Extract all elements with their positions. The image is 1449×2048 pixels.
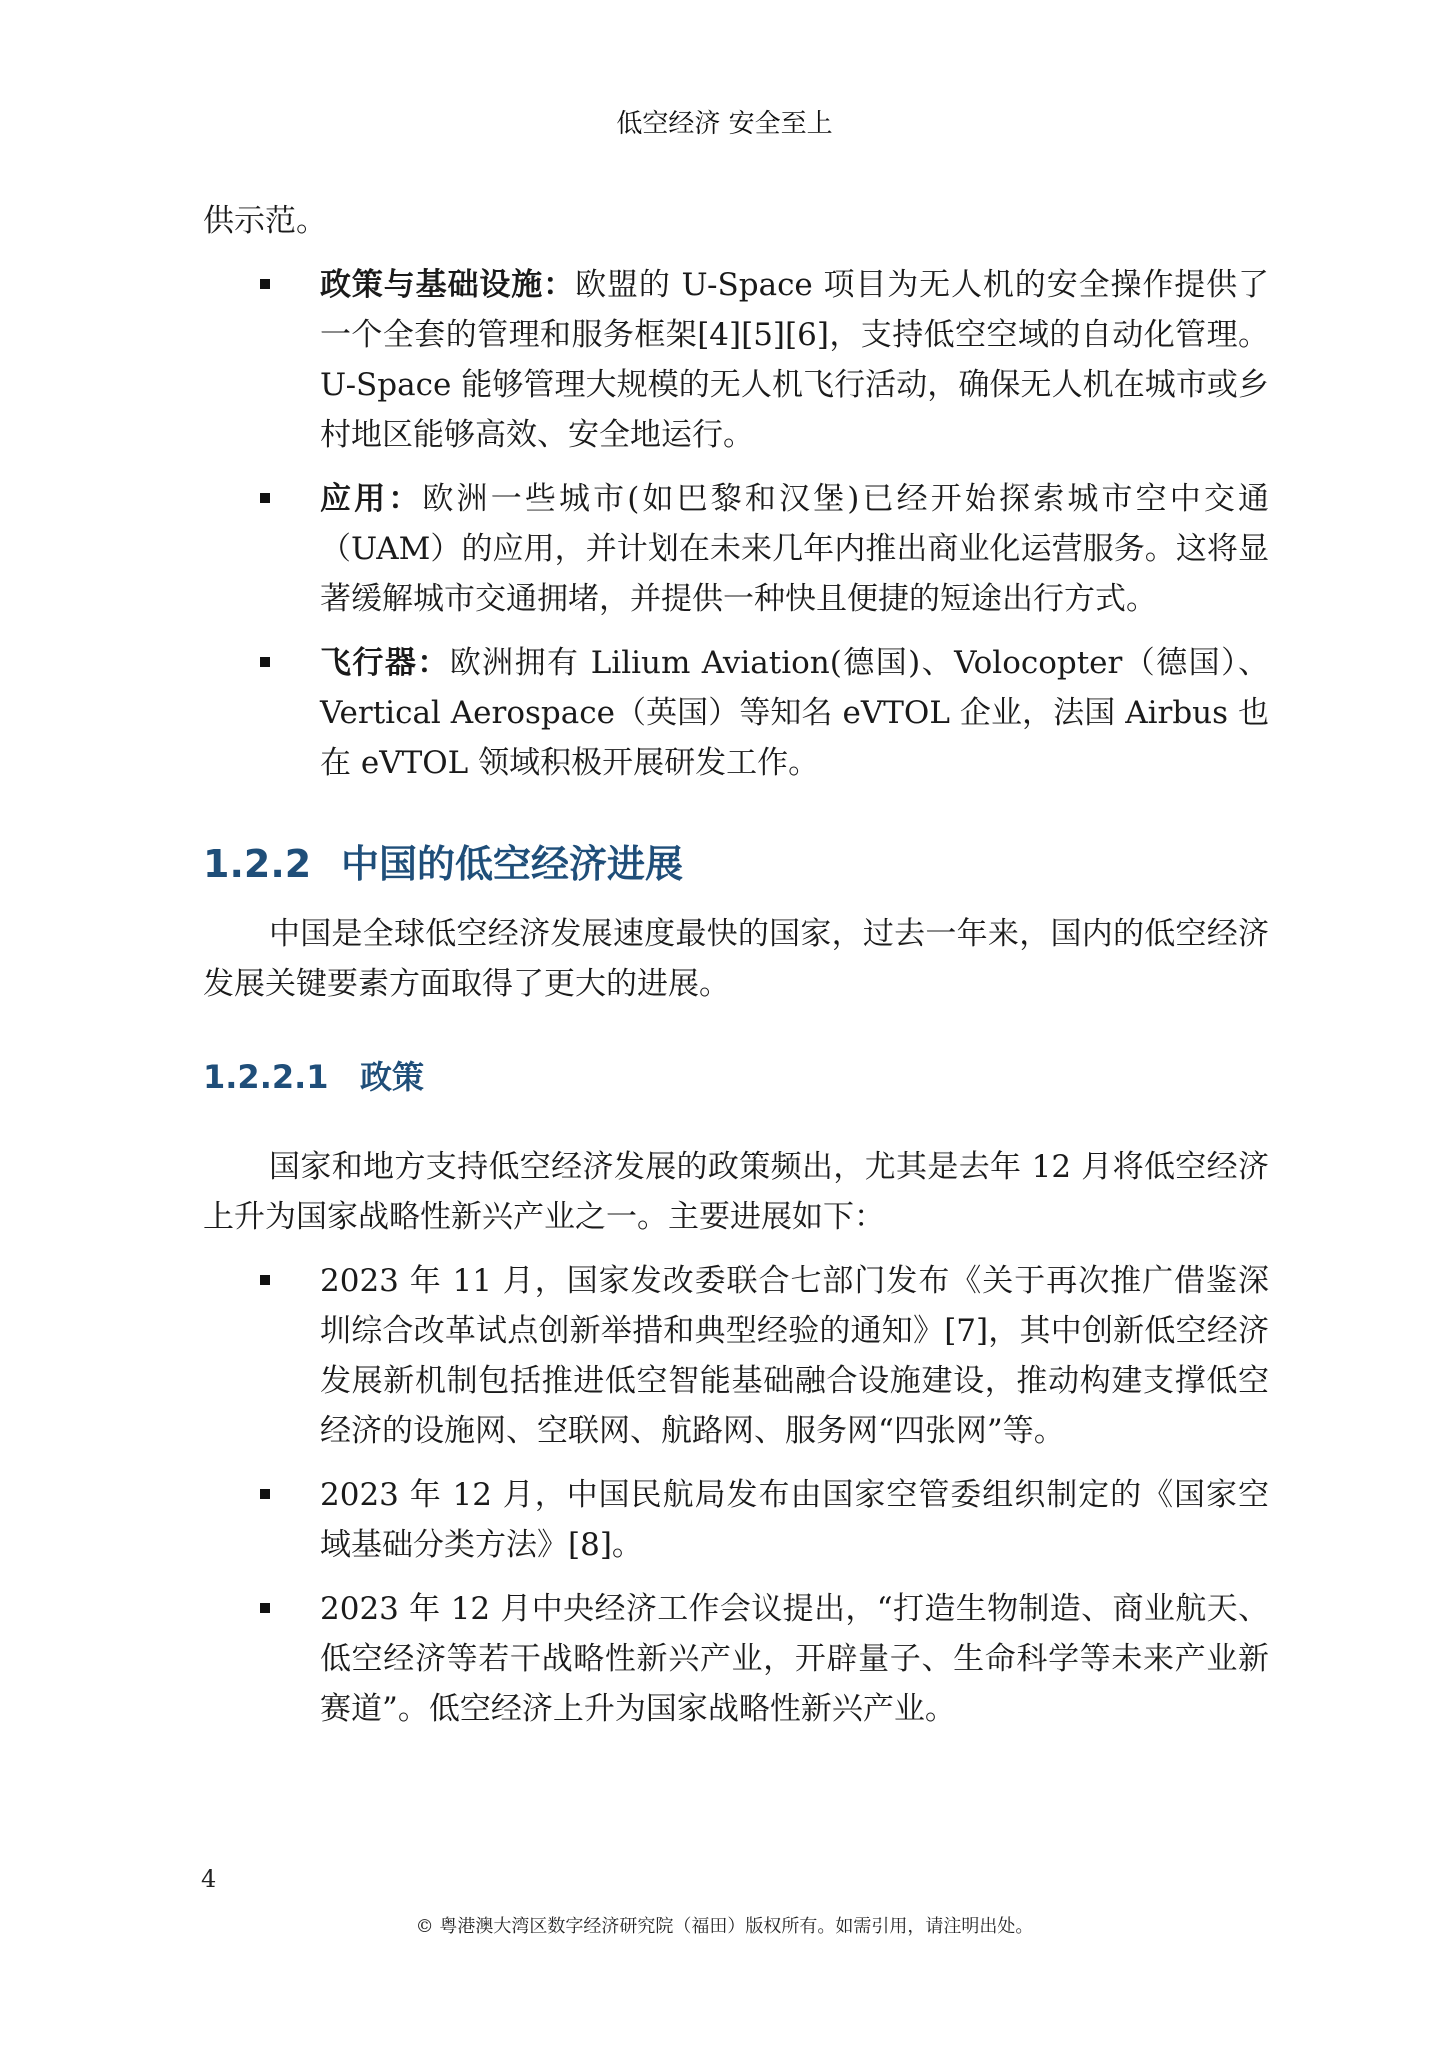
eu-list [203, 260, 1269, 788]
item-text: 欧盟的 U-Space 项目为无人机的安全操作提供了一个全套的管理和服务框架[4][5][6]，支持低空空域的自动化管理。U-Space 能够管理大规模的无人机飞行活动，确保无人机在城市或乡村地区能够高效、安全地运行。 [320, 267, 1269, 453]
page-number: 4 [201, 1865, 217, 1893]
list-item [203, 1470, 1269, 1570]
page-body [203, 196, 1269, 1734]
item-lead: 政策与基础设施： [320, 267, 576, 303]
list-item [203, 1256, 1269, 1456]
bullet-icon [260, 1275, 270, 1285]
item-lead: 飞行器： [320, 645, 450, 681]
item-text: 2023 年 12 月，中国民航局发布由国家空管委组织制定的《国家空域基础分类方法》[8]。 [320, 1477, 1269, 1563]
list-item [203, 1584, 1269, 1734]
policy-list [203, 1256, 1269, 1734]
section-number: 1.2.2 [203, 842, 312, 886]
bullet-icon [260, 1489, 270, 1499]
list-item [203, 260, 1269, 460]
bullet-icon [260, 657, 270, 667]
bullet-icon [260, 1603, 270, 1613]
policy-intro: 国家和地方支持低空经济发展的政策频出，尤其是去年 12 月将低空经济上升为国家战略性新兴产业之一。主要进展如下： [203, 1149, 1269, 1235]
section-heading-1-2-2 [203, 839, 1269, 889]
continued-paragraph: 供示范。 [203, 203, 327, 239]
item-text: 欧洲一些城市(如巴黎和汉堡)已经开始探索城市空中交通（UAM）的应用，并计划在未来几年内推出商业化运营服务。这将显著缓解城市交通拥堵，并提供一种快且便捷的短途出行方式。 [320, 481, 1270, 617]
item-text: 欧洲拥有 Lilium Aviation(德国)、Volocopter（德国）、Vertical Aerospace（英国）等知名 eVTOL 企业，法国 Airbus 也在 eVTOL 领域积极开展研发工作。 [320, 645, 1269, 781]
list-item [203, 474, 1269, 624]
section-heading-1-2-2-1 [203, 1052, 1269, 1102]
section-number: 1.2.2.1 [203, 1058, 329, 1096]
section-intro: 中国是全球低空经济发展速度最快的国家，过去一年来，国内的低空经济发展关键要素方面取得了更大的进展。 [203, 916, 1269, 1002]
bullet-icon [260, 493, 270, 503]
item-text: 2023 年 12 月中央经济工作会议提出，“打造生物制造、商业航天、低空经济等若干战略性新兴产业，开辟量子、生命科学等未来产业新赛道”。低空经济上升为国家战略性新兴产业。 [320, 1591, 1269, 1727]
copyright-footer: © 粤港澳大湾区数字经济研究院（福田）版权所有。如需引用，请注明出处。 [415, 1916, 1034, 1937]
item-text: 2023 年 11 月，国家发改委联合七部门发布《关于再次推广借鉴深圳综合改革试点创新举措和典型经验的通知》[7]，其中创新低空经济发展新机制包括推进低空智能基础融合设施建设，推动构建支撑低空经济的设施网、空联网、航路网、服务网“四张网”等。 [320, 1263, 1269, 1449]
section-title: 中国的低空经济进展 [341, 842, 684, 886]
item-lead: 应用： [320, 481, 423, 517]
list-item [203, 638, 1269, 788]
running-header: 低空经济 安全至上 [616, 109, 833, 139]
bullet-icon [260, 279, 270, 289]
section-title: 政策 [360, 1058, 425, 1096]
